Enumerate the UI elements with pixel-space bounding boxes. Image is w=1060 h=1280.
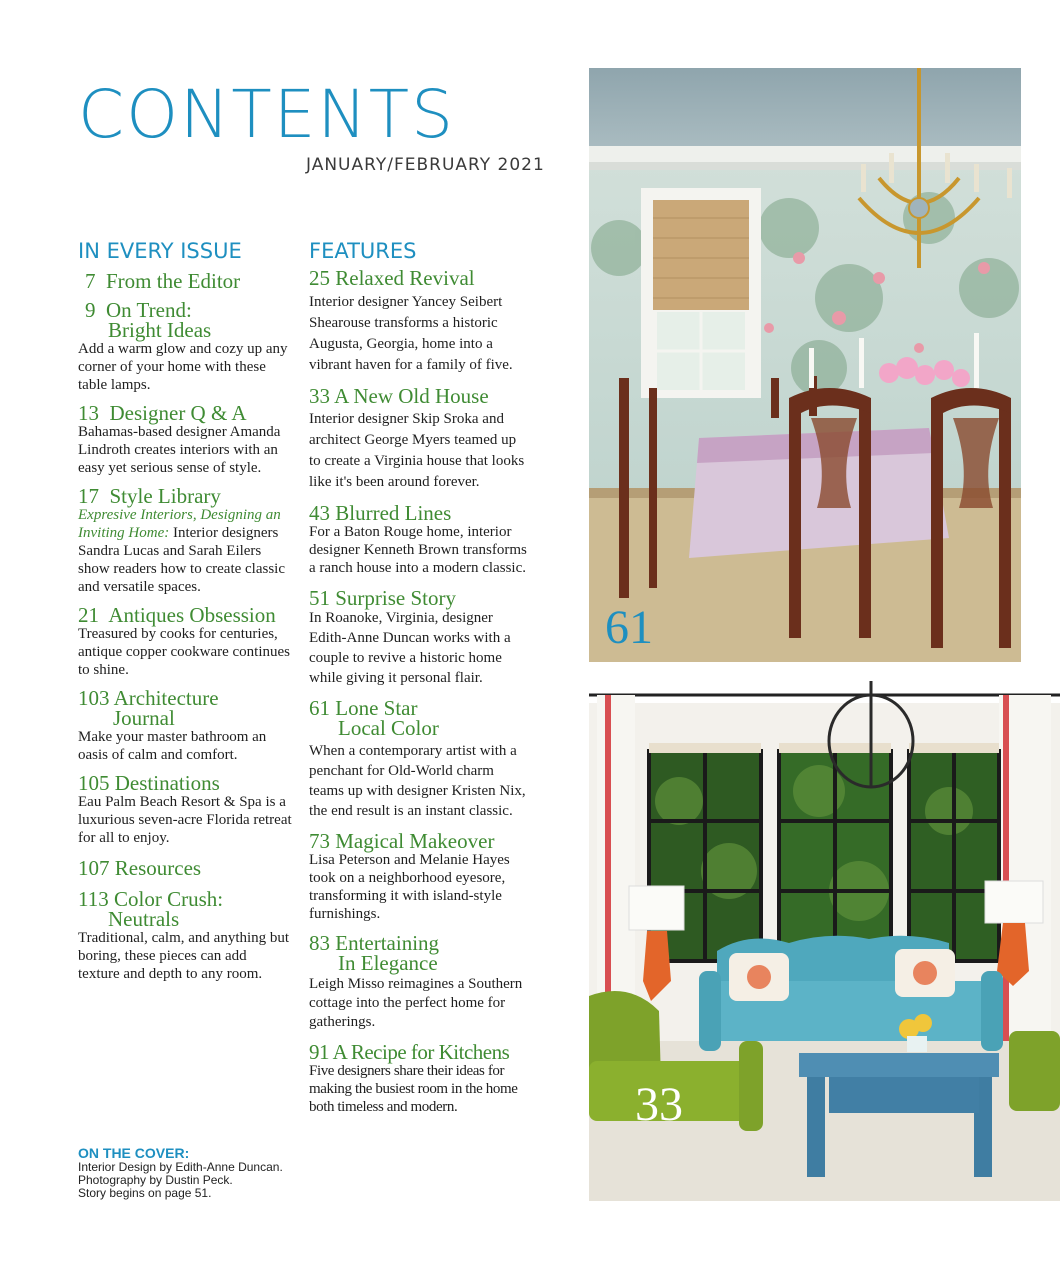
item-title: A Recipe for Kitchens (332, 1040, 510, 1064)
item-page-number: 33 (309, 384, 330, 408)
item-title-continued: Journal (113, 706, 175, 730)
item-description: In Roanoke, Virginia, designer Edith-Anne Duncan works with a couple to revive a historic home while giving it personal flair. (309, 610, 511, 686)
item-page-number: 73 (309, 829, 330, 853)
item-title: From the Editor (106, 269, 241, 293)
item-page-number: 13 (78, 401, 99, 425)
item-page-number: 25 (309, 266, 330, 290)
item-description: Leigh Misso reimagines a Southern cottage into the perfect home for gatherings. (309, 976, 523, 1030)
book-title: Expresive Interiors, Designing an Inviting Home: (78, 507, 281, 541)
item-page-number: 21 (78, 603, 99, 627)
item-page-number: 113 (78, 887, 109, 911)
list-item[interactable] (309, 698, 531, 821)
page-title: CONTENTS (78, 76, 456, 153)
item-title-continued: Local Color (338, 716, 439, 740)
cover-heading: ON THE COVER: (78, 1145, 190, 1161)
item-page-number: 9 (85, 298, 96, 322)
item-page-number: 43 (309, 501, 330, 525)
item-description: Add a warm glow and cozy up any corner of your home with these table lamps. (78, 341, 288, 393)
list-item[interactable] (78, 486, 292, 596)
list-item[interactable] (78, 300, 292, 394)
item-page-number: 7 (85, 269, 96, 293)
item-description: Make your master bathroom an oasis of calm and comfort. (78, 729, 267, 763)
item-page-number: 91 (309, 1040, 329, 1064)
item-title: On Trend: (106, 298, 192, 322)
item-title-continued: Neutrals (108, 907, 180, 931)
item-title-continued: In Elegance (338, 951, 438, 975)
item-description: Eau Palm Beach Resort & Spa is a luxurious seven-acre Florida retreat for all to enjoy. (78, 794, 292, 846)
every-issue-heading: IN EVERY ISSUE (78, 239, 242, 263)
photo-page-number: 61 (605, 601, 653, 654)
list-item[interactable] (309, 268, 531, 376)
item-title: Color Crush: (113, 887, 224, 911)
item-page-number: 105 (78, 771, 110, 795)
item-title: Designer Q & A (109, 401, 247, 425)
item-description: Traditional, calm, and anything but boring, these pieces can add texture and depth to any room. (78, 930, 290, 982)
list-item[interactable] (78, 403, 292, 477)
item-description (78, 506, 292, 596)
item-title: Destinations (114, 771, 220, 795)
item-page-number: 107 (78, 856, 110, 880)
item-description: Five designers share their ideas for making the busiest room in the home both timeless and modern. (309, 1063, 518, 1115)
item-title-continued: Bright Ideas (108, 318, 212, 342)
issue-date: JANUARY/FEBRUARY 2021 (306, 155, 545, 175)
item-title: Antiques Obsession (108, 603, 276, 627)
living-room-photo[interactable] (589, 681, 1060, 1201)
list-item[interactable] (309, 503, 531, 577)
item-description: Lisa Peterson and Melanie Hayes took on a neighborhood eyesore, transforming it with island-style furnishings. (309, 852, 510, 922)
list-item[interactable] (78, 858, 292, 878)
cover-line: Story begins on page 51. (78, 1186, 212, 1200)
item-page-number: 61 (309, 696, 330, 720)
list-item[interactable] (78, 271, 292, 291)
item-description: Treasured by cooks for centuries, antique copper cookware continues to shine. (78, 626, 290, 678)
cover-credit (78, 1145, 298, 1200)
item-page-number: 17 (78, 484, 99, 508)
cover-line: Interior Design by Edith-Anne Duncan. (78, 1160, 283, 1174)
list-item[interactable] (309, 386, 531, 493)
list-item[interactable] (78, 605, 292, 679)
item-page-number: 83 (309, 931, 330, 955)
item-title: Blurred Lines (335, 501, 452, 525)
item-title: Architecture (113, 686, 219, 710)
item-title: Entertaining (335, 931, 440, 955)
item-description: Interior designer Yancey Seibert Shearouse transforms a historic Augusta, Georgia, home into a vibrant haven for a family of five. (309, 294, 513, 373)
features-column (309, 241, 531, 1116)
list-item[interactable] (78, 773, 292, 847)
item-title: Style Library (109, 484, 221, 508)
item-page-number: 103 (78, 686, 110, 710)
list-item[interactable] (309, 831, 531, 923)
item-description: For a Baton Rouge home, interior designer Kenneth Brown transforms a ranch house into a modern classic. (309, 524, 527, 576)
features-heading: FEATURES (309, 239, 417, 263)
list-item[interactable] (309, 933, 531, 1032)
dining-room-photo[interactable] (589, 68, 1021, 662)
item-title: Relaxed Revival (335, 266, 475, 290)
item-title: Lone Star (335, 696, 418, 720)
item-page-number: 51 (309, 586, 330, 610)
cover-line: Photography by Dustin Peck. (78, 1173, 233, 1187)
item-title: Resources (114, 856, 202, 880)
dining-room-illustration (589, 68, 1021, 662)
item-description: Bahamas-based designer Amanda Lindroth creates interiors with an easy yet serious sense of style. (78, 424, 281, 476)
item-description-text: Interior designers Sandra Lucas and Sarah Eilers show readers how to create classic and versatile spaces. (78, 525, 285, 595)
item-title: Surprise Story (335, 586, 456, 610)
photo-page-number: 33 (635, 1078, 683, 1131)
list-item[interactable] (309, 1042, 531, 1116)
list-item[interactable] (309, 588, 531, 688)
item-description: Interior designer Skip Sroka and architect George Myers teamed up to create a Virginia house that looks like it's been around forever. (309, 411, 525, 490)
list-item[interactable] (78, 889, 292, 983)
item-title: A New Old House (334, 384, 489, 408)
item-title: Magical Makeover (335, 829, 495, 853)
every-issue-column (78, 241, 292, 983)
item-description: When a contemporary artist with a penchant for Old-World charm teams up with designer Kristen Nix, the end result is an instant classic. (309, 743, 526, 819)
list-item[interactable] (78, 688, 292, 764)
